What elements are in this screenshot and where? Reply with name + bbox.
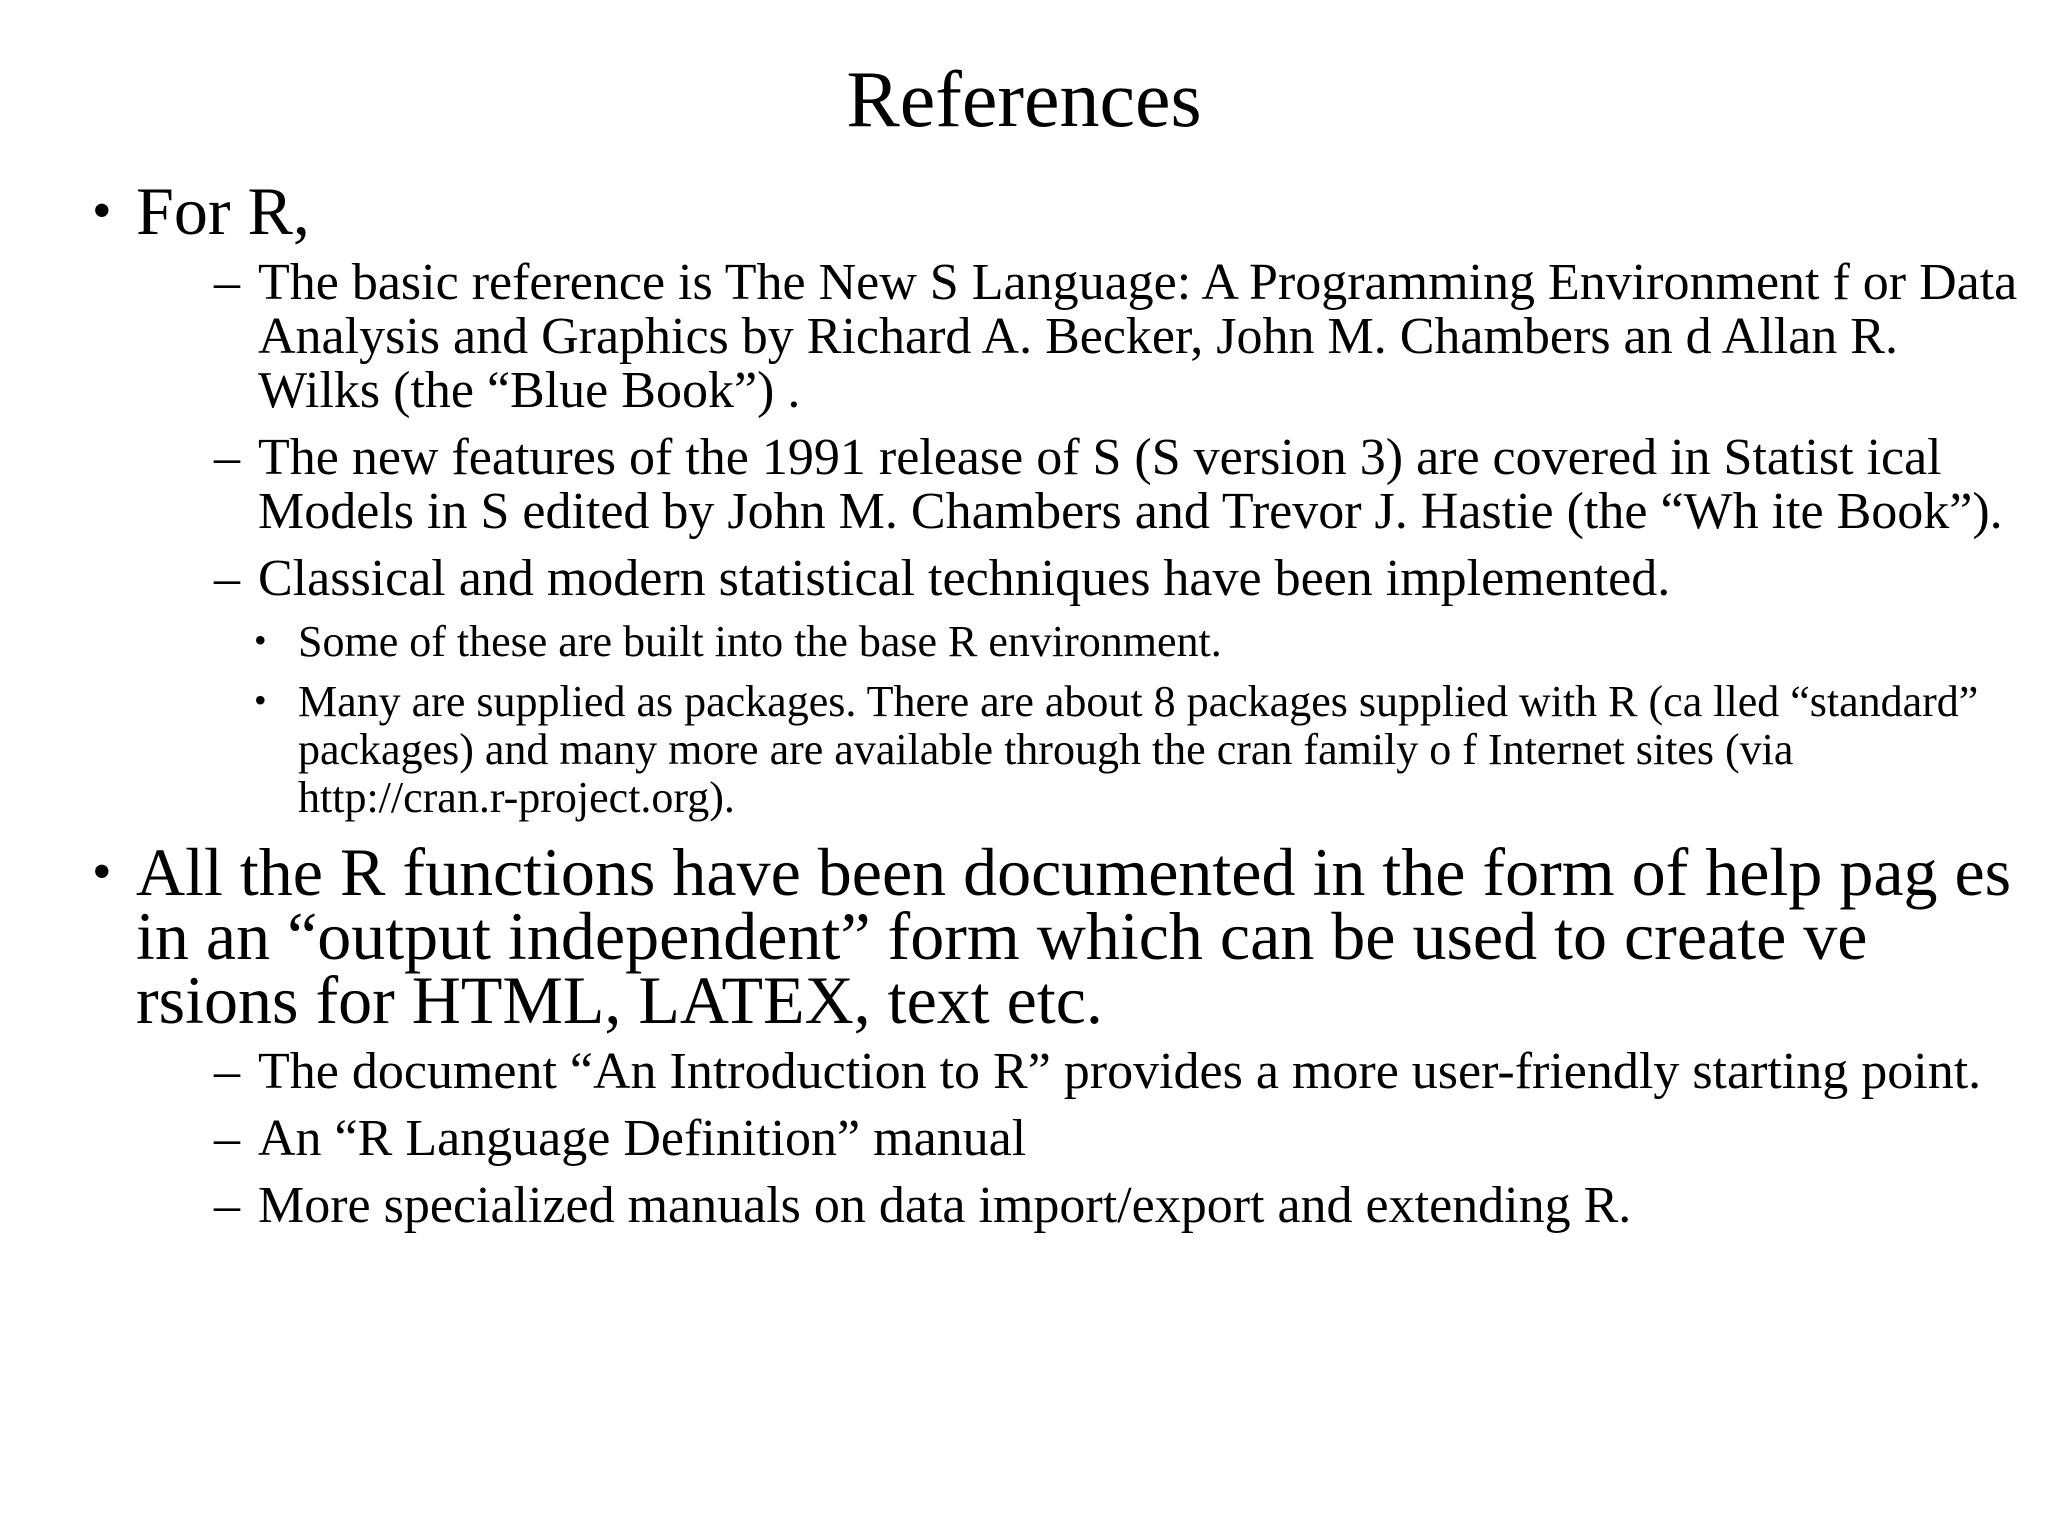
sub-bullet-text: The basic reference is The New S Language: A Programming Environment f or Data Analysis and Graphics by Richard A. Becker, John M. Chambers an d Allan R. Wilks (the “Blue Book”) . [258,254,2018,419]
dash-marker: – [214,429,240,486]
sub-bullet-text: Classical and modern statistical techniques have been implemented. [258,550,1671,607]
sub-sub-bullet-text: Some of these are built into the base R environment. [298,617,1222,666]
bullet-text: For R, [136,173,310,249]
bullet-for-r [92,173,2022,249]
sub-bullet-text: More specialized manuals on data import/export and extending R. [258,1177,1632,1234]
bullet-marker: • [254,620,267,660]
sub-bullet-techniques [214,552,2022,606]
dash-marker: – [214,550,240,607]
bullet-documentation [92,834,2022,1038]
sub-bullet-specialized-manuals [214,1179,2022,1233]
bullet-marker: • [92,841,112,903]
sub-sub-bullet-base-env [254,618,2022,666]
sub-bullet-white-book [214,431,2022,539]
sub-bullet-blue-book [214,256,2022,418]
sub-bullet-text: The new features of the 1991 release of S (S version 3) are covered in Statist ical Models in S edited by John M. Chambers and Trevor J. Hastie (the “Wh ite Book”). [258,429,2003,540]
slide-title: References [846,56,1202,144]
sub-bullet-text: The document “An Introduction to R” provides a more user-friendly starting point. [258,1043,1982,1100]
dash-marker: – [214,254,240,311]
bullet-marker: • [92,180,112,242]
bullet-text: All the R functions have been documented in the form of help pag es in an “output independent” form which can be used to create ve rsions for HTML, LATEX, text etc. [136,834,2012,1038]
sub-bullet-language-definition [214,1112,2022,1166]
sub-bullet-intro-to-r [214,1045,2022,1099]
sub-sub-bullet-text: Many are supplied as packages. There are about 8 packages supplied with R (ca lled “standard” packages) and many more are available through the cran family o f Internet sites (via http://cran.r-project.org). [298,677,1979,822]
sub-bullet-text: An “R Language Definition” manual [258,1110,1027,1167]
slide-body [92,165,2022,1233]
sub-sub-bullet-packages [254,678,2022,822]
bullet-marker: • [254,680,267,720]
dash-marker: – [214,1177,240,1234]
dash-marker: – [214,1110,240,1167]
dash-marker: – [214,1043,240,1100]
